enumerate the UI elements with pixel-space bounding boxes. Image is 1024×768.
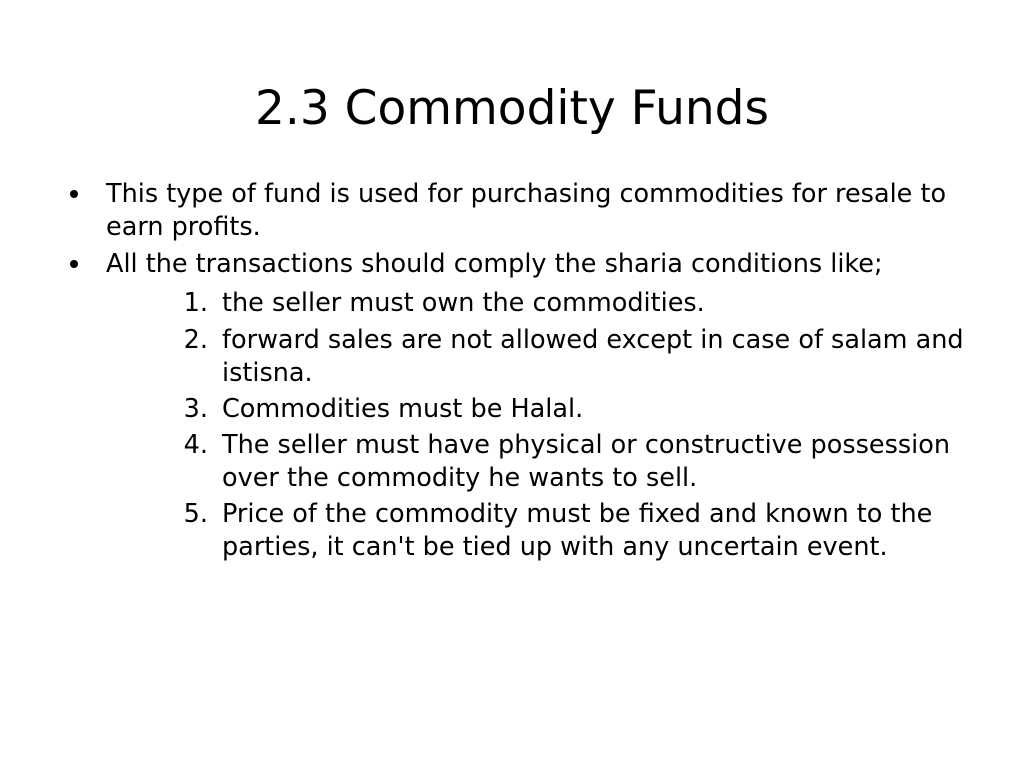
- list-item: [178, 498, 982, 564]
- slide-body: [62, 178, 982, 569]
- bullet-text: This type of fund is used for purchasing commodities for resale to earn profits.: [106, 179, 947, 243]
- list-item: [62, 178, 982, 244]
- list-item: [62, 248, 982, 564]
- list-marker: 2.: [183, 324, 208, 355]
- page-title: 2.3 Commodity Funds: [254, 81, 770, 137]
- list-item: [178, 393, 982, 426]
- list-marker: 5.: [183, 499, 208, 530]
- numbered-list: [106, 287, 982, 564]
- list-marker: 1.: [183, 288, 208, 319]
- bullet-dot-icon: [70, 190, 78, 198]
- list-item-text: The seller must have physical or constructive possession over the commodity he wants to sell.: [222, 429, 951, 494]
- list-marker: 4.: [183, 429, 208, 460]
- list-item: [178, 287, 982, 320]
- bullet-text: All the transactions should comply the sharia conditions like;: [106, 249, 883, 280]
- list-item: [178, 324, 982, 390]
- bullet-list: [62, 178, 982, 565]
- bullet-dot-icon: [70, 260, 78, 268]
- list-item-text: Commodities must be Halal.: [222, 393, 584, 424]
- list-item-text: the seller must own the commodities.: [222, 288, 705, 319]
- list-marker: 3.: [183, 393, 208, 424]
- list-item-text: Price of the commodity must be fixed and known to the parties, it can't be tied up with any uncertain event.: [222, 499, 933, 563]
- list-item-text: forward sales are not allowed except in case of salam and istisna.: [222, 324, 964, 388]
- list-item: [178, 429, 982, 495]
